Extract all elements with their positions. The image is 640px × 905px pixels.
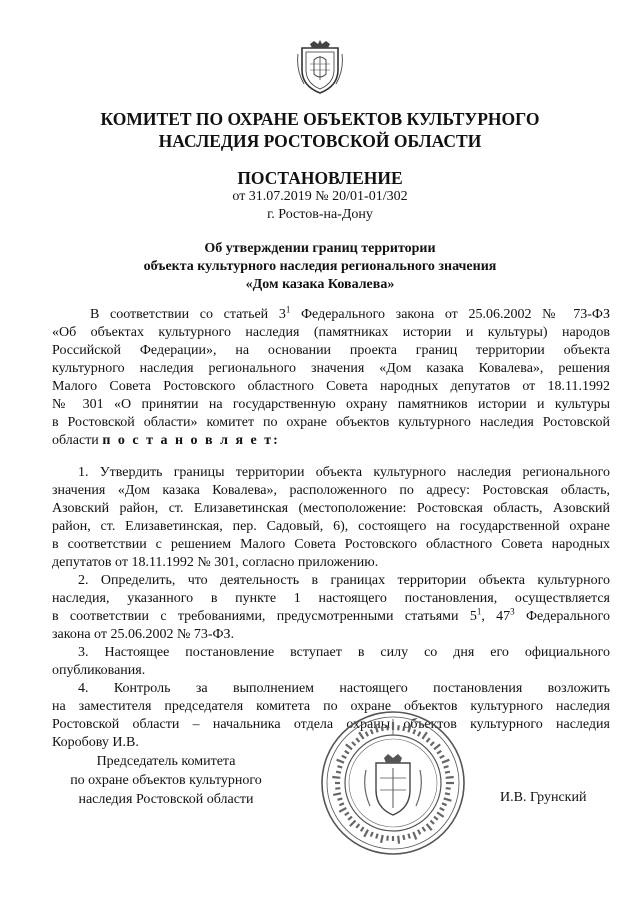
seal-lettering-mark — [346, 744, 352, 749]
seal-lettering-mark — [403, 726, 404, 731]
item-line: Ростовской области – начальника отдела охраны объектов культурного наследия — [52, 717, 610, 732]
seal-lettering-mark — [361, 827, 364, 831]
item-line: Коробову И.В. — [52, 735, 139, 750]
coat-of-arms-emblem — [296, 40, 344, 96]
item-line: закона от 25.06.2002 № 73-ФЗ. — [52, 627, 235, 642]
seal-lettering-mark — [337, 760, 344, 763]
seal-lettering-mark — [387, 725, 388, 730]
seal-lettering-mark — [431, 742, 435, 746]
item-line: 3. Настоящее постановление вступает в силу со дня его официального — [78, 645, 610, 660]
seal-lettering-mark — [440, 808, 445, 810]
item-line: Азовский район, ст. Елизаветинская (местоположение: Ростовская область, Азовский — [52, 501, 610, 516]
preamble-line: Российской Федерации», на основании проекта границ территории объекта — [52, 343, 610, 358]
seal-lettering-mark — [375, 725, 377, 733]
preamble-paragraph — [52, 306, 610, 450]
seal-lettering-mark — [348, 817, 352, 820]
seal-lettering-mark — [418, 732, 420, 737]
seal-lettering-mark — [427, 738, 430, 742]
item-line: 4. Контроль за выполнением настоящего постановления возложить — [78, 681, 610, 696]
seal-lettering-mark — [422, 732, 427, 739]
item-2-paragraph — [52, 572, 610, 644]
subject-line-3: «Дом казака Ковалева» — [245, 277, 395, 292]
seal-lettering-mark — [356, 824, 359, 828]
seal-lettering-mark — [403, 835, 404, 840]
item-line: депутатов от 18.11.1992 № 301, согласно приложению. — [52, 555, 379, 570]
seal-lettering-mark — [422, 827, 425, 831]
item-line: 1. Утвердить границы территории объекта культурного наследия регионального — [78, 465, 610, 480]
seal-lettering-mark — [413, 832, 416, 839]
seal-lettering-mark — [376, 834, 377, 839]
signer-title-line-1: Председатель комитета — [96, 754, 236, 769]
city: г. Ростов-на-Дону — [267, 207, 373, 222]
item-line: наследия, указанного в пункте 1 настоящего постановления, осуществляется — [52, 591, 610, 606]
seal-lettering-mark — [413, 729, 415, 734]
seal-lettering-mark — [446, 777, 454, 778]
seal-lettering-mark — [398, 836, 399, 844]
seal-lettering-mark — [398, 725, 399, 730]
item-line: на заместителя председателя комитета по охране объектов культурного наследия — [52, 699, 610, 714]
seal-lettering-mark — [382, 726, 383, 731]
seal-lettering-mark — [381, 835, 383, 843]
seal-lettering-mark — [437, 812, 444, 817]
item-1-paragraph — [52, 464, 610, 572]
preamble-line: «Об объектах культурного наследия (памятниках истории и культуры) народов — [52, 325, 610, 340]
seal-lettering-mark — [418, 830, 420, 835]
seal-lettering-mark — [336, 772, 341, 773]
seal-lettering-mark — [408, 725, 410, 733]
seal-lettering-mark — [352, 742, 356, 746]
signer-title-line-3: наследия Ростовской области — [78, 792, 254, 807]
item-line: опубликования. — [52, 663, 146, 678]
preamble-line: № 301 «О принятии на государственную охрану памятников истории и культуры — [52, 397, 610, 412]
item-3-paragraph — [52, 644, 610, 680]
official-seal — [318, 708, 468, 858]
seal-lettering-mark — [442, 803, 447, 805]
seal-lettering-mark — [387, 836, 388, 841]
seal-lettering-mark — [437, 751, 441, 754]
preamble-line: культурного наследия регионального значения «Дом казака Ковалева», решения — [52, 361, 610, 376]
seal-lettering-mark — [427, 824, 432, 830]
seal-lettering-mark — [442, 760, 449, 763]
resolves-word: п о с т а н о в л я е т: — [102, 433, 280, 448]
seal-lettering-mark — [371, 729, 373, 734]
seal-lettering-mark — [446, 788, 451, 789]
date-number: от 31.07.2019 № 20/01-01/302 — [232, 189, 408, 204]
org-title-line-2: НАСЛЕДИЯ РОСТОВСКОЙ ОБЛАСТИ — [158, 131, 482, 151]
preamble-line: В соответствии со статьей $3^1$ Федерального закона от 25.06.2002 № 73-ФЗ — [90, 304, 610, 322]
subject-line-2: объекта культурного наследия регионального значения — [143, 259, 497, 274]
seal-lettering-mark — [431, 821, 435, 825]
seal-lettering-mark — [350, 821, 356, 827]
seal-lettering-mark — [444, 798, 452, 800]
seal-lettering-mark — [366, 732, 368, 737]
subject-line-1: Об утверждении границ территории — [204, 241, 436, 256]
seal-lettering-mark — [444, 766, 449, 767]
preamble-line: в Ростовской области» комитет по охране объектов культурного наследия Ростовской — [52, 415, 610, 430]
seal-lettering-mark — [445, 793, 450, 794]
item-line: в соответствии с решением Малого Совета Ростовского областного Совета народных — [52, 537, 610, 552]
seal-lettering-mark — [359, 732, 364, 739]
seal-lettering-mark — [339, 808, 346, 812]
preamble-line: Малого Совета Ростовского областного Совета народных депутатов от 18.11.1992 — [52, 379, 610, 394]
seal-lettering-mark — [364, 830, 368, 837]
seal-lettering-mark — [445, 772, 450, 773]
item-line: значения «Дом казака Ковалева», расположенного по адресу: Ростовская область, — [52, 483, 610, 498]
seal-lettering-mark — [440, 756, 445, 758]
seal-lettering-mark — [434, 817, 438, 820]
seal-lettering-mark — [332, 777, 340, 778]
seal-lettering-mark — [408, 834, 409, 839]
seal-lettering-mark — [335, 788, 340, 789]
signer-name: И.В. Грунский — [500, 790, 587, 805]
preamble-line: области п о с т а н о в л я е т: — [52, 433, 280, 448]
org-title-line-1: КОМИТЕТ ПО ОХРАНЕ ОБЪЕКТОВ КУЛЬТУРНОГО — [100, 109, 540, 129]
item-line: в соответствии с требованиями, предусмотренными статьями $5^1$, $47^3$ Федерального — [52, 606, 610, 624]
seal-lettering-mark — [339, 803, 344, 805]
seal-lettering-mark — [345, 751, 349, 754]
seal-lettering-mark — [338, 766, 343, 767]
seal-lettering-mark — [338, 798, 343, 799]
seal-lettering-mark — [345, 812, 349, 815]
item-line: район, ст. Елизаветинская, пер. Садовый, 6), состоящего на государственной охране — [52, 519, 610, 534]
seal-lettering-mark — [342, 756, 347, 758]
signer-title-line-2: по охране объектов культурного — [70, 773, 262, 788]
seal-lettering-mark — [333, 793, 341, 795]
seal-lettering-mark — [434, 744, 440, 749]
document-type: ПОСТАНОВЛЕНИЕ — [237, 168, 403, 188]
seal-lettering-mark — [371, 832, 373, 837]
seal-lettering-mark — [356, 738, 359, 742]
item-line: 2. Определить, что деятельность в границах территории объекта культурного — [78, 573, 610, 588]
